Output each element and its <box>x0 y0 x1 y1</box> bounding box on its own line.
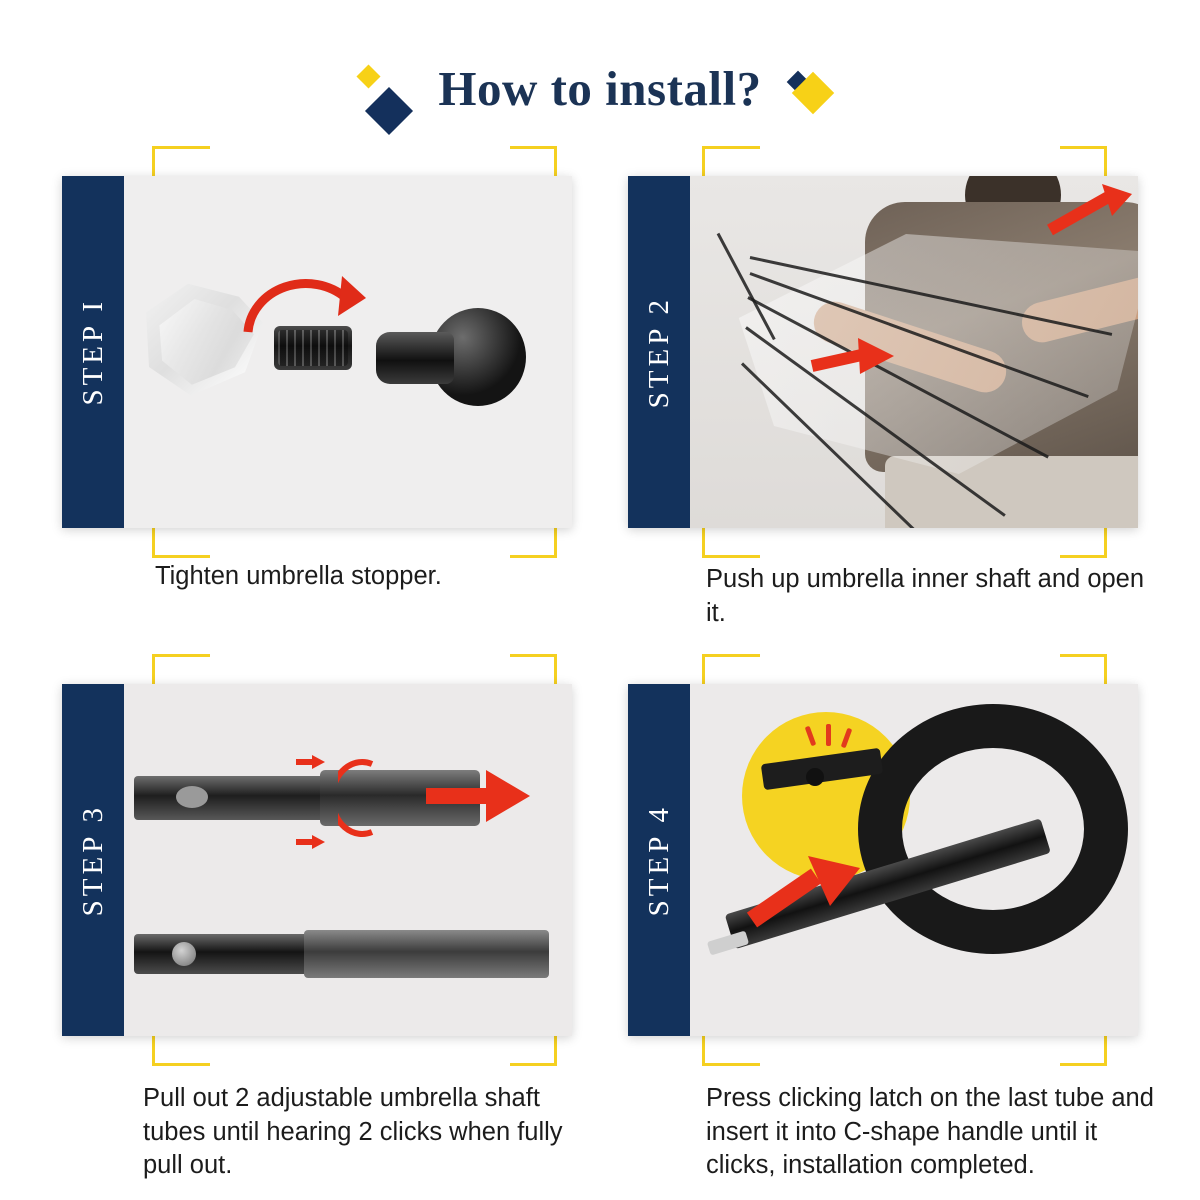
header-decor-left <box>360 58 412 118</box>
step-1-label-text: STEP I <box>76 298 109 406</box>
rotation-arrow-icon <box>338 758 408 838</box>
frame-mask <box>760 1058 1060 1074</box>
step-3-image <box>124 684 572 1036</box>
step-3-caption: Pull out 2 adjustable umbrella shaft tubes until hearing 2 clicks when fully pull out. <box>143 1084 563 1180</box>
frame-mask <box>210 1058 510 1074</box>
step-2-card <box>628 176 1138 528</box>
step-4-image <box>690 684 1138 1036</box>
diamond-icon <box>357 64 381 88</box>
step-1-image <box>124 176 572 528</box>
page-header <box>0 48 1200 128</box>
step-3-label-text: STEP 3 <box>76 803 109 917</box>
frame-mask <box>760 648 1060 662</box>
step-2-label-text: STEP 2 <box>642 295 675 409</box>
step-4-card <box>628 684 1138 1036</box>
step-1-caption: Tighten umbrella stopper. <box>155 562 442 590</box>
step-4-caption: Press clicking latch on the last tube and insert it into C-shape handle until it clicks, installation completed. <box>706 1084 1154 1180</box>
page-title: How to install? <box>438 60 762 116</box>
small-arrow-icon <box>296 834 326 850</box>
push-arrow-icon <box>810 336 900 386</box>
step-2-caption: Push up umbrella inner shaft and open it. <box>706 565 1145 627</box>
step-1-label <box>62 176 124 528</box>
frame-mask <box>760 140 1060 154</box>
step-3-card <box>62 684 572 1036</box>
frame-mask <box>210 140 510 154</box>
pull-arrow-icon <box>424 766 534 826</box>
step-1-card <box>62 176 572 528</box>
frame-mask <box>210 648 510 662</box>
diamond-icon <box>365 87 413 135</box>
step-2-label <box>628 176 690 528</box>
step-2-image <box>690 176 1138 528</box>
insert-arrow-icon <box>746 854 866 932</box>
step-4-label <box>628 684 690 1036</box>
header-decor-right <box>788 58 840 118</box>
push-arrow-icon <box>1046 184 1136 240</box>
step-4-label-text: STEP 4 <box>642 803 675 917</box>
rotation-arrow-icon <box>242 272 372 352</box>
step-3-label <box>62 684 124 1036</box>
small-arrow-icon <box>296 754 326 770</box>
